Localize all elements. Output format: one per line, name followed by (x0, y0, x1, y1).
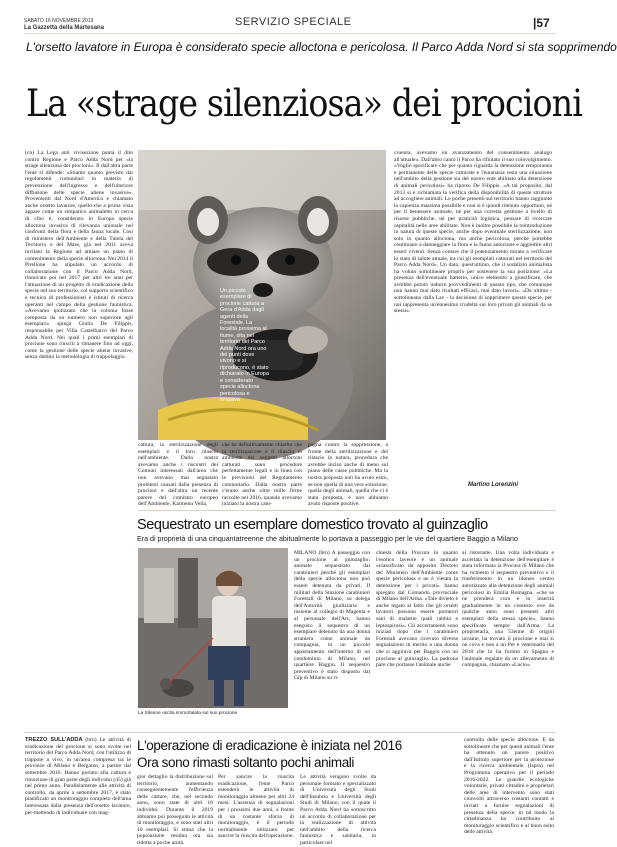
article3-column-4: Le attività vengono svolte da personale formato e specializzato di Università degli Studi dell'Insubria e Università degli Studi di Milano, con il quale il Parco Adda Nord ha sottoscritto un accordo di collaborazione per la realizzazione di attività nell'ambito della ricerca faunistica e sanitaria, in particolare nel (300, 774, 376, 846)
issue-date: SABATO 16 NOVEMBRE 2019 (24, 18, 94, 24)
article3-column-2: gior dettaglio la distribuzione sul territorio, aumentando conseguentemente l'efficienza delle catture, che, nel secondo anno, sono state di altri 16 individui. Durante il 2019 abbiamo poi proseguito le attività di monitoraggio, e sono stati altri 10 esemplari. Si stima che la popolazione residua ora sia ridotta a poche unità. (137, 774, 213, 846)
page-number: |57 (533, 16, 550, 30)
article-kicker: L'orsetto lavatore in Europa è considerato specie alloctona e pericolosa. Il Parco Adda Nord si sta sopprimendo (26, 40, 617, 54)
article-column-2: cattura, la sterilizzazione degli esemplari e il loro rilascio nell'ambiente. Dalla nostra avevamo anche i riscontri dei Comuni interessati dall'area che non avevano mai segnalato problemi causati dalla presenza di procioni e dall'altra un recente parere del comitato europeo dell'Ambiente, Karmenu Vella, (138, 442, 218, 508)
article-column-right: cruenta, avevamo un avanzamento del consenimento analogo all'attuale». Dall'altro canto il Parco ha rifiutato il suo coinvolgimento. «Voglio specificare che per quanto riguarda la detenzione temporanea e permanente delle specie catturate e l'eutanasia resta una situazione nell'ambito della gestione sia del nostro ente abilitato alla detenzione di animali pericolosi» ha ripreso De Filippis. «A tal proposito, dal 2013 si è richiamata la verifica della disponibilità di queste strutture ad accogliere animali. Le poche presenti sul territorio hanno raggiunto la capienza massima possibile e non si è quindi ritenuto opportuno, né per il benessere animale, né per una corretta gestione a livello di risorse pubbliche, né per praticità logistica, pensare di ricercare ospitalità nelle aree abilitate. Non è inoltre possibile la reintroduzione in natura di queste specie, anche dopo eventuale sterilizzazione, non solo in quanto alloctona, ma anche pericolosa, perché potrebbe continuare a danneggiare la flora e la fauna autoctone e aggredire altri esseri viventi. Senza contare che il potenziamento mirato a verificare lo stato di salute attuale, tra cui gli esemplari catturati nel territorio del Parco Adda Nord». Un dato, quest'ultimo, che il sodalizio animalista ha voluto sottolineare proprio per sostenere la sua posizione: «La presenza dell'eventuale batterio, unico elemento a giustificare, che avrebbe potuto indurre provvedimenti di questo tipo, che comunque non hanno mai dato risultati efficaci, mai dato lavori». «Da ultimo - sottolineano dalla Lav - la decisione di sopprimere queste specie, per noi rappresenta un'ennesima crudeltà sui loro privati gli animali da se stessi». (394, 150, 552, 315)
article-column-4: pagna contro la soppressione, a fronte della sterilizzazione e del rilascio in natura, procedura che avrebbe inciso anche di meno sul piano delle casse pubbliche. Ma la nostra proposta non ha avuto esito, se non quella di una vera soluzione, quella degli animali, quella che ci è stata proposta, e non abbiamo avuto risposte positive. (308, 442, 388, 508)
article2-headline: Sequestrato un esemplare domestico trovato al guinzaglio (137, 517, 488, 533)
section-divider (138, 510, 556, 511)
header-date-block (24, 18, 104, 32)
header-divider (24, 33, 556, 34)
article-column-3: che ha definitivamente chiarito che la sterilizzazione e il rilascio in ambiente dei soggetti alloctoni catturati sono procedure perfettamente legali e in linea con le previsioni del Regolamento comunitario. Dalla nostra parte c'erano anche oltre mille firme raccolte nel 2016, quando avevamo iniziato la nostra cam- (222, 442, 302, 508)
section-divider-2 (24, 732, 556, 733)
article3-headline-line1: L'operazione di eradicazione è iniziata nel 2016 (137, 738, 402, 753)
photo-caption: Un piccolo esemplare di procione cattura a Gera d'Adda dagli agenti della Forestale. La località prossima al fiume, sita nel territorio del Parco Adda Nord ora uno dei punti dove vivono e si riproducono, è stato dichiarato in Europa e considerato specie alloctona pericolosa e invasiva (220, 288, 269, 403)
article-text: (cn) La Lega anti vivisezione punta il dito contro Regione e Parco Adda Nord per «la strage silenziosa dei procioni». Il dall'altra parte l'ente si difende: «Stiamo quanto previsto dai regolamenti comunitari in materia di prevenzione dell'ingresso e dell'ulteriore diffusione delle specie aliene invasive». Provenienti dal Nord d'America e chiamato anche orsetto lavatore, quello che a prima vista appare come un simpatico animaletto in cerca di cibo è, considerato in Europa specie alloctona invasiva di rilevanza unionale nei confronti della flora e della fauna locale. Cosi di ministero dell'Ambiente e della Tutela del Territorio e del Mare, già nel 2011 aveva invitato la Regione ad attuare un piano di contenimento della specie alloctona. Nel 2014 il Pirellone ha stipulato un accordo di collaborazione con il Parco Adda Nord, rinnovato poi nel 2017 per altri tre anni per l'attuazione di un progetto di eradicazione della specie nel suo territorio, col supporto scientifico e tecnico di professionisti e istituti di ricerca operanti nel campo della gestione faunistica. «Avevamo ipotizzato che la colonia fosse composta da un numero non superiore agli esemplari» spiega Giulia De Filippis, responsabile per Villa Castelbarco del Parco Adda Nord. Nei quali i primi esemplari di procione sono riusciti a rimanere fino ad oggi, come la gestione delle specie aliene invasive, senza dubbio la metodologia di trappolaggio. (25, 150, 133, 361)
street-photo-illustration (138, 548, 288, 708)
article-text: (brn) Le attività di eradicazione del procione si sono svolte nel territorio del Parco Adda Nord, con l'utilizzo di trappole a vivo, in un'area compresa tra le province di Milano e Bergamo, a partire dal settembre 2016. Hanno portato alla cattura e rimozione di gran parte degli individui (45) già nel primo anno. Parallelamente alle attività di controllo, da aprile a settembre 2017, è stato pianificato un monitoraggio completo dell'area interessata dalla presenza dell'orsetto lavatore, per-mettendo di individuare con mag- (25, 737, 131, 816)
main-headline: La «strage silenziosa» dei procioni (26, 82, 582, 125)
article3-column-1 (25, 737, 131, 817)
article3-headline-line2: Ora sono rimasti soltanto pochi animali (137, 755, 355, 770)
newspaper-name: La Gazzetta della Martesana (24, 25, 105, 31)
article2-subheadline: Era di proprietà di una cinquantatreenne che abitualmente lo portava a passeggio per le vie del quartiere Baggio a Milano (137, 535, 518, 543)
dateline: TREZZO SULL'ADDA (25, 737, 83, 743)
woman-with-raccoon-photo (138, 548, 288, 708)
section-title: SERVIZIO SPECIALE (235, 16, 352, 28)
photo-caption-2: La Silenne uscita immortalata sul suo procione (138, 711, 238, 716)
article3-headline (137, 737, 437, 771)
article3-column-5: controllo delle specie alloctone. E da sottolineare che per questi animali l'ente ha ottenuto un parere positivo dall'Istituto superiore per la protezione e la ricerca ambientale (Ispra) nel Programma operativo per il periodo 2016-2022. Le guardie ecologiche volontarie, privati cittadini e proprietari delle aree di intervento sono stati coinvolti attraverso costanti contatti e inviati a fornire segnalazioni di presenza della specie; in tal modo la cittadinanza ha contribuito al monitoraggio scientifico e al buon esito delle attività. (464, 737, 555, 836)
article2-column-3: al ristorante. Una volta individuata e accertata la detenzione dell'esemplare è stata informata la Procura di Milano che ha richiesto il sequestro preventivo e il trasferimento in un idoneo centro autorizzato alla detenzione degli animali pericolosi in Emilia Romagna, «che se ne prenderà cura e lo inserirà gradualmente in un contesto ove da qualche anno sono presenti altri esemplari della stessa specie», hanno specificato sempre dall'Arma. La proprietaria, una 53enne di origini ucraine, ha trovato il procione e mai si ne cova e non a un Pet e veterinario del 2018 che lo ha fornito in Spagna e l'animale regalato da un allevamento di compagnia, chiamato «Lucio». (462, 550, 554, 669)
article3-column-3: Per sancire la riuscita eradicazione, l'ente Parco estenderà le attività di monitoraggio almeno per altri 24 mesi. L'assenza di segnalazioni per i prossimi due anni, a fronte di un costante sforzo di monitoraggio, è il periodo normalmente utilizzato per sancire la riuscita dell'operazione. (218, 774, 294, 840)
article-column-1 (25, 150, 133, 770)
author-byline: Martino Lorenzini (468, 482, 518, 488)
article2-column-1: MILANO (brn) A passeggio con un procione al guinzaglio: animale sequestrato dai carabinieri perché gli esemplari della specie alloctona non può essere detenuta da privati. Il militari della Stazione carabinieri Forestali di Milano, su delega dell'Autorità giudiziaria e insieme al collegio di Magenta e al personale dell'Ats, hanno eseguito il sequestro di un esemplare detenuto da una donna straniera come animale da compagnia, in un piccolo appartamento dell'interno di un condominio di Milano, nel quartiere Baggio. Il sequestro preventivo è stato disposto dal Gip di Milano su ri- (294, 550, 370, 682)
article2-column-2: chiesta della Procura in quanto l'esotico laveore è un animale «classificato da apposito Decreto del Ministero dell'Ambiente come specie pericolosa e ne è vietata la detenzione per i privati» hanno spiegato dal Comando provinciale di Milano dell'Arma. «Tale divieto è anche legato al fatto che gli orsetti lavatori possono essere portatori sani di malattie quali rabbia e leptospirosi». Gli accertamenti sono iniziati dopo che i carabinieri Forestali avevano ricevuto diverse segnalazioni in merito a una donna che si aggirava per Baggio con un procione al guinzaglio. La padrona pare che portasse l'animale anche (376, 550, 458, 669)
